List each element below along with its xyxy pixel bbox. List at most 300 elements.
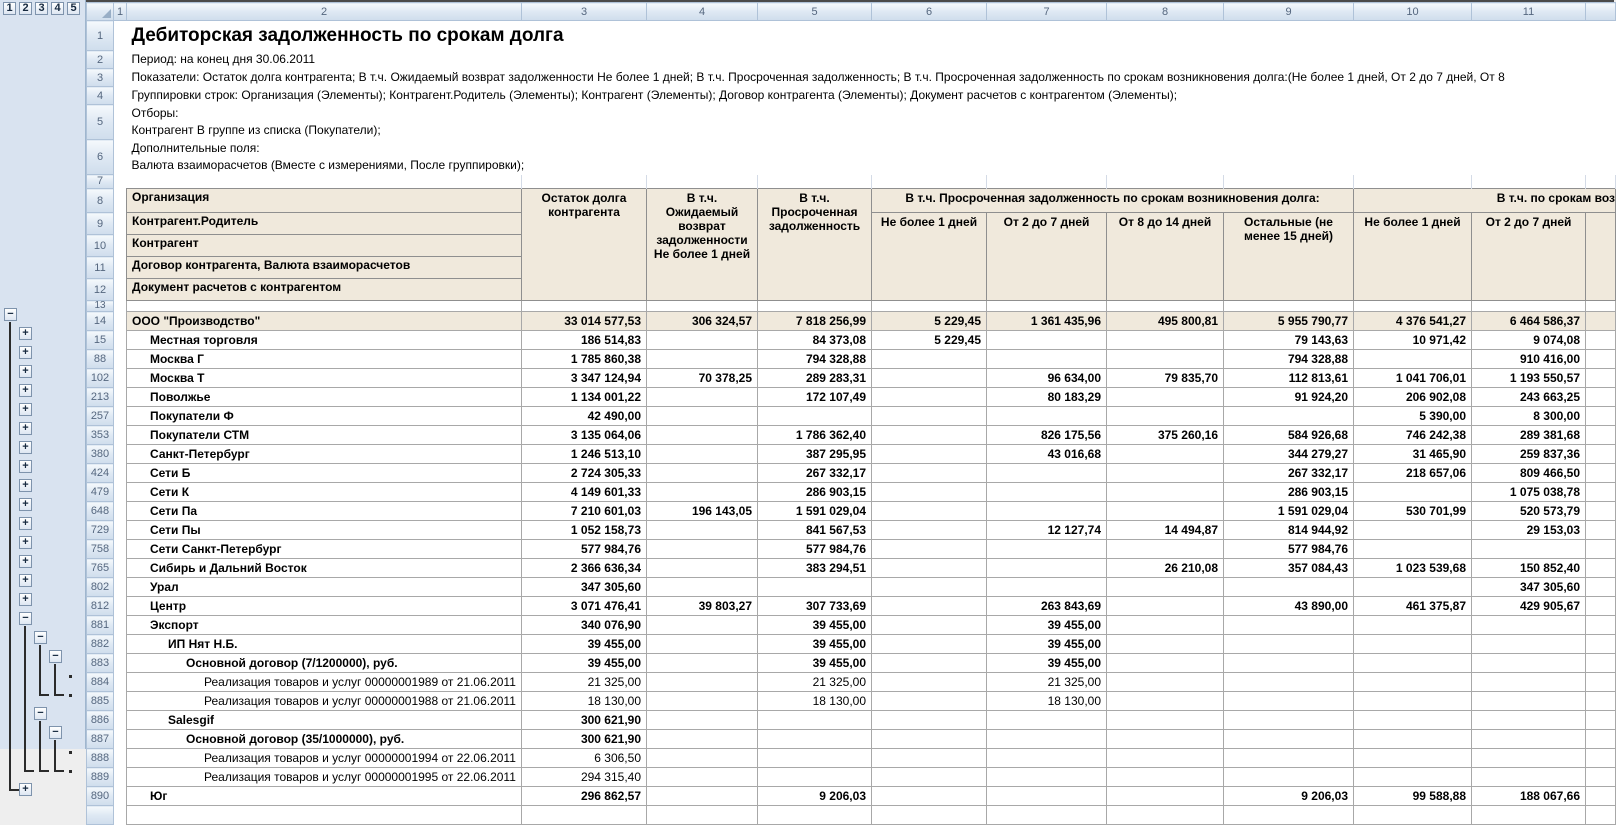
value-cell[interactable] <box>1472 692 1586 711</box>
value-cell[interactable] <box>1472 654 1586 673</box>
value-cell[interactable] <box>1586 369 1616 388</box>
value-cell[interactable] <box>1586 616 1616 635</box>
value-cell[interactable]: 746 242,38 <box>1354 426 1472 445</box>
value-cell[interactable]: 21 325,00 <box>522 673 647 692</box>
outline-level-button[interactable]: 3 <box>35 2 48 15</box>
value-cell[interactable] <box>1586 331 1616 350</box>
value-cell[interactable] <box>1586 673 1616 692</box>
empty-cell[interactable] <box>522 301 647 312</box>
value-cell[interactable] <box>1472 616 1586 635</box>
value-cell[interactable]: 79 835,70 <box>1107 369 1224 388</box>
value-cell[interactable]: 826 175,56 <box>987 426 1107 445</box>
value-cell[interactable]: 294 315,40 <box>522 768 647 787</box>
outline-expand-button[interactable]: + <box>19 498 32 511</box>
value-cell[interactable] <box>647 635 758 654</box>
column-header[interactable]: 11 <box>1472 3 1586 21</box>
value-cell[interactable]: 3 135 064,06 <box>522 426 647 445</box>
column-header[interactable]: 2 <box>127 3 522 21</box>
value-cell[interactable] <box>987 464 1107 483</box>
value-cell[interactable] <box>647 654 758 673</box>
value-cell[interactable]: 495 800,81 <box>1107 312 1224 331</box>
value-cell[interactable] <box>872 692 987 711</box>
value-cell[interactable] <box>758 407 872 426</box>
empty-cell[interactable] <box>1224 301 1354 312</box>
row-header[interactable]: 6 <box>87 140 114 175</box>
value-cell[interactable]: 18 130,00 <box>987 692 1107 711</box>
value-cell[interactable] <box>987 787 1107 806</box>
value-cell[interactable]: 300 621,90 <box>522 730 647 749</box>
value-cell[interactable]: 29 153,03 <box>1472 521 1586 540</box>
value-cell[interactable] <box>647 787 758 806</box>
header-grouping-cell[interactable]: Документ расчетов с контрагентом <box>127 279 522 301</box>
outline-collapse-button[interactable]: − <box>49 726 62 739</box>
header-age-bucket[interactable]: От 2 до 7 дней <box>987 213 1107 301</box>
value-cell[interactable] <box>1472 806 1586 825</box>
row-label-cell[interactable]: Сети К <box>127 483 522 502</box>
value-cell[interactable] <box>987 407 1107 426</box>
value-cell[interactable]: 79 143,63 <box>1224 331 1354 350</box>
row-header[interactable]: 15 <box>87 331 114 350</box>
value-cell[interactable] <box>1354 483 1472 502</box>
value-cell[interactable]: 461 375,87 <box>1354 597 1472 616</box>
value-cell[interactable]: 14 494,87 <box>1107 521 1224 540</box>
value-cell[interactable]: 1 193 550,57 <box>1472 369 1586 388</box>
row-label-cell[interactable]: Реализация товаров и услуг 00000001994 от 22.06.2011 <box>127 749 522 768</box>
value-cell[interactable] <box>872 369 987 388</box>
row-label-cell[interactable] <box>127 806 522 825</box>
value-cell[interactable] <box>1107 616 1224 635</box>
value-cell[interactable] <box>1472 749 1586 768</box>
value-cell[interactable] <box>872 635 987 654</box>
value-cell[interactable]: 39 455,00 <box>987 635 1107 654</box>
value-cell[interactable]: 307 733,69 <box>758 597 872 616</box>
value-cell[interactable] <box>1107 502 1224 521</box>
row-header[interactable]: 5 <box>87 105 114 140</box>
value-cell[interactable]: 910 416,00 <box>1472 350 1586 369</box>
value-cell[interactable] <box>1224 673 1354 692</box>
value-cell[interactable] <box>758 711 872 730</box>
value-cell[interactable] <box>1586 787 1616 806</box>
empty-cell[interactable] <box>1354 175 1472 189</box>
value-cell[interactable]: 577 984,76 <box>522 540 647 559</box>
value-cell[interactable]: 1 591 029,04 <box>758 502 872 521</box>
value-cell[interactable] <box>1586 597 1616 616</box>
value-cell[interactable] <box>758 578 872 597</box>
header-by-age-group[interactable]: В т.ч. по срокам воз <box>1354 189 1616 213</box>
value-cell[interactable]: 289 283,31 <box>758 369 872 388</box>
value-cell[interactable] <box>647 331 758 350</box>
row-label-cell[interactable]: Покупатели Ф <box>127 407 522 426</box>
value-cell[interactable]: 172 107,49 <box>758 388 872 407</box>
value-cell[interactable]: 4 149 601,33 <box>522 483 647 502</box>
header-balance[interactable]: Остаток долга контрагента <box>522 189 647 301</box>
value-cell[interactable] <box>872 426 987 445</box>
outline-expand-button[interactable]: + <box>19 422 32 435</box>
value-cell[interactable] <box>1586 464 1616 483</box>
value-cell[interactable] <box>1107 768 1224 787</box>
value-cell[interactable]: 5 229,45 <box>872 331 987 350</box>
outline-expand-button[interactable]: + <box>19 460 32 473</box>
value-cell[interactable] <box>1586 312 1616 331</box>
value-cell[interactable]: 206 902,08 <box>1354 388 1472 407</box>
value-cell[interactable] <box>647 521 758 540</box>
value-cell[interactable] <box>1354 692 1472 711</box>
value-cell[interactable]: 267 332,17 <box>1224 464 1354 483</box>
header-grouping-cell[interactable]: Контрагент <box>127 235 522 257</box>
value-cell[interactable] <box>1107 445 1224 464</box>
value-cell[interactable]: 1 052 158,73 <box>522 521 647 540</box>
row-header[interactable]: 3 <box>87 69 114 87</box>
row-label-cell[interactable]: Москва Т <box>127 369 522 388</box>
value-cell[interactable]: 91 924,20 <box>1224 388 1354 407</box>
value-cell[interactable]: 39 803,27 <box>647 597 758 616</box>
value-cell[interactable] <box>1224 616 1354 635</box>
value-cell[interactable] <box>1472 540 1586 559</box>
value-cell[interactable] <box>647 426 758 445</box>
value-cell[interactable] <box>1107 635 1224 654</box>
value-cell[interactable] <box>1586 540 1616 559</box>
value-cell[interactable]: 286 903,15 <box>758 483 872 502</box>
row-header[interactable]: 885 <box>87 692 114 711</box>
value-cell[interactable]: 1 361 435,96 <box>987 312 1107 331</box>
value-cell[interactable] <box>872 616 987 635</box>
value-cell[interactable] <box>1107 540 1224 559</box>
value-cell[interactable]: 259 837,36 <box>1472 445 1586 464</box>
column-header[interactable]: 10 <box>1354 3 1472 21</box>
value-cell[interactable]: 841 567,53 <box>758 521 872 540</box>
value-cell[interactable]: 809 466,50 <box>1472 464 1586 483</box>
value-cell[interactable]: 21 325,00 <box>758 673 872 692</box>
empty-cell[interactable] <box>1224 175 1354 189</box>
value-cell[interactable] <box>1107 787 1224 806</box>
value-cell[interactable] <box>872 806 987 825</box>
value-cell[interactable] <box>647 806 758 825</box>
row-label-cell[interactable]: Сети Б <box>127 464 522 483</box>
value-cell[interactable] <box>1107 654 1224 673</box>
value-cell[interactable]: 39 455,00 <box>987 616 1107 635</box>
value-cell[interactable] <box>1107 711 1224 730</box>
value-cell[interactable]: 218 657,06 <box>1354 464 1472 483</box>
row-label-cell[interactable]: Основной договор (7/1200000), руб. <box>127 654 522 673</box>
empty-cell[interactable] <box>522 175 647 189</box>
empty-cell[interactable] <box>1472 175 1586 189</box>
row-header[interactable]: 479 <box>87 483 114 502</box>
value-cell[interactable] <box>872 521 987 540</box>
value-cell[interactable]: 1 075 038,78 <box>1472 483 1586 502</box>
header-grouping-cell[interactable]: Контрагент.Родитель <box>127 213 522 235</box>
value-cell[interactable]: 300 621,90 <box>522 711 647 730</box>
value-cell[interactable]: 18 130,00 <box>522 692 647 711</box>
outline-expand-button[interactable]: + <box>19 441 32 454</box>
row-label-cell[interactable]: Юг <box>127 787 522 806</box>
row-header[interactable]: 890 <box>87 787 114 806</box>
value-cell[interactable] <box>987 806 1107 825</box>
value-cell[interactable] <box>1354 635 1472 654</box>
value-cell[interactable]: 3 347 124,94 <box>522 369 647 388</box>
value-cell[interactable] <box>647 730 758 749</box>
empty-cell[interactable] <box>987 175 1107 189</box>
value-cell[interactable]: 80 183,29 <box>987 388 1107 407</box>
row-label-cell[interactable]: Урал <box>127 578 522 597</box>
outline-level-button[interactable]: 2 <box>19 2 32 15</box>
outline-expand-button[interactable]: + <box>19 403 32 416</box>
header-overdue-by-age-group[interactable]: В т.ч. Просроченная задолженность по срокам возникновения долга: <box>872 189 1354 213</box>
value-cell[interactable]: 1 591 029,04 <box>1224 502 1354 521</box>
row-label-cell[interactable]: Санкт-Петербург <box>127 445 522 464</box>
value-cell[interactable] <box>1586 692 1616 711</box>
value-cell[interactable]: 584 926,68 <box>1224 426 1354 445</box>
value-cell[interactable]: 5 390,00 <box>1354 407 1472 426</box>
value-cell[interactable] <box>987 483 1107 502</box>
value-cell[interactable]: 306 324,57 <box>647 312 758 331</box>
value-cell[interactable]: 39 455,00 <box>758 616 872 635</box>
value-cell[interactable]: 5 229,45 <box>872 312 987 331</box>
value-cell[interactable] <box>1586 445 1616 464</box>
value-cell[interactable] <box>1586 578 1616 597</box>
report-extra-fields-cell[interactable] <box>127 140 1616 175</box>
value-cell[interactable]: 39 455,00 <box>987 654 1107 673</box>
row-header[interactable]: 889 <box>87 768 114 787</box>
value-cell[interactable] <box>872 711 987 730</box>
row-label-cell[interactable]: Экспорт <box>127 616 522 635</box>
row-header[interactable]: 887 <box>87 730 114 749</box>
value-cell[interactable] <box>872 407 987 426</box>
row-header[interactable]: 2 <box>87 51 114 69</box>
value-cell[interactable]: 31 465,90 <box>1354 445 1472 464</box>
value-cell[interactable]: 186 514,83 <box>522 331 647 350</box>
row-label-cell[interactable]: Salesgif <box>127 711 522 730</box>
value-cell[interactable]: 340 076,90 <box>522 616 647 635</box>
empty-cell[interactable] <box>1107 175 1224 189</box>
value-cell[interactable]: 70 378,25 <box>647 369 758 388</box>
value-cell[interactable] <box>872 749 987 768</box>
value-cell[interactable] <box>872 578 987 597</box>
header-age-bucket[interactable]: От 2 до 7 дней <box>1472 213 1586 301</box>
value-cell[interactable] <box>1586 768 1616 787</box>
value-cell[interactable]: 7 210 601,03 <box>522 502 647 521</box>
row-header[interactable]: 213 <box>87 388 114 407</box>
row-header[interactable]: 881 <box>87 616 114 635</box>
report-indicators-cell[interactable] <box>127 69 1616 87</box>
value-cell[interactable] <box>1224 730 1354 749</box>
value-cell[interactable]: 43 890,00 <box>1224 597 1354 616</box>
value-cell[interactable] <box>1472 711 1586 730</box>
row-header[interactable]: 257 <box>87 407 114 426</box>
value-cell[interactable] <box>1224 806 1354 825</box>
outline-level-button[interactable]: 4 <box>51 2 64 15</box>
value-cell[interactable] <box>1586 635 1616 654</box>
empty-cell[interactable] <box>1586 301 1616 312</box>
value-cell[interactable] <box>872 768 987 787</box>
value-cell[interactable] <box>1107 749 1224 768</box>
value-cell[interactable] <box>1586 426 1616 445</box>
column-header[interactable]: 3 <box>522 3 647 21</box>
report-filters-cell[interactable] <box>127 105 1616 140</box>
row-label-cell[interactable]: ИП Нят Н.Б. <box>127 635 522 654</box>
value-cell[interactable]: 1 023 539,68 <box>1354 559 1472 578</box>
value-cell[interactable] <box>647 540 758 559</box>
value-cell[interactable] <box>872 388 987 407</box>
column-header[interactable]: 9 <box>1224 3 1354 21</box>
value-cell[interactable]: 289 381,68 <box>1472 426 1586 445</box>
value-cell[interactable]: 42 490,00 <box>522 407 647 426</box>
value-cell[interactable] <box>1107 597 1224 616</box>
row-label-cell[interactable]: Реализация товаров и услуг 00000001988 от 21.06.2011 <box>127 692 522 711</box>
empty-cell[interactable] <box>127 175 522 189</box>
value-cell[interactable] <box>872 540 987 559</box>
row-header[interactable]: 380 <box>87 445 114 464</box>
report-groupings-cell[interactable] <box>127 87 1616 105</box>
empty-cell[interactable] <box>1472 301 1586 312</box>
outline-expand-button[interactable]: + <box>19 783 32 796</box>
value-cell[interactable] <box>1107 464 1224 483</box>
value-cell[interactable] <box>1586 483 1616 502</box>
value-cell[interactable] <box>872 597 987 616</box>
value-cell[interactable] <box>758 730 872 749</box>
value-cell[interactable] <box>987 540 1107 559</box>
value-cell[interactable]: 26 210,08 <box>1107 559 1224 578</box>
value-cell[interactable] <box>647 388 758 407</box>
value-cell[interactable] <box>872 464 987 483</box>
value-cell[interactable]: 577 984,76 <box>1224 540 1354 559</box>
row-label-cell[interactable]: Сети Пы <box>127 521 522 540</box>
value-cell[interactable] <box>987 350 1107 369</box>
value-cell[interactable] <box>1472 730 1586 749</box>
outline-level-button[interactable]: 1 <box>3 2 16 15</box>
value-cell[interactable] <box>987 502 1107 521</box>
header-age-bucket[interactable] <box>1586 213 1616 301</box>
value-cell[interactable] <box>987 559 1107 578</box>
header-overdue[interactable]: В т.ч. Просроченная задолженность <box>758 189 872 301</box>
value-cell[interactable] <box>647 768 758 787</box>
value-cell[interactable] <box>1107 407 1224 426</box>
outline-collapse-button[interactable]: − <box>19 612 32 625</box>
row-label-cell[interactable]: Сети Па <box>127 502 522 521</box>
value-cell[interactable]: 9 206,03 <box>1224 787 1354 806</box>
value-cell[interactable] <box>1472 635 1586 654</box>
value-cell[interactable]: 577 984,76 <box>758 540 872 559</box>
value-cell[interactable] <box>1586 388 1616 407</box>
value-cell[interactable]: 39 455,00 <box>522 654 647 673</box>
value-cell[interactable] <box>987 749 1107 768</box>
value-cell[interactable]: 18 130,00 <box>758 692 872 711</box>
row-header[interactable]: 12 <box>87 279 114 301</box>
row-header[interactable]: 102 <box>87 369 114 388</box>
value-cell[interactable] <box>1107 331 1224 350</box>
row-label-cell[interactable]: Сибирь и Дальний Восток <box>127 559 522 578</box>
row-header[interactable] <box>87 806 114 825</box>
value-cell[interactable] <box>1354 521 1472 540</box>
row-header[interactable]: 353 <box>87 426 114 445</box>
value-cell[interactable] <box>1354 540 1472 559</box>
header-grouping-cell[interactable]: Договор контрагента, Валюта взаиморасчетов <box>127 257 522 279</box>
row-header[interactable]: 9 <box>87 213 114 235</box>
outline-collapse-button[interactable]: − <box>4 308 17 321</box>
outline-expand-button[interactable]: + <box>19 346 32 359</box>
value-cell[interactable] <box>872 559 987 578</box>
value-cell[interactable] <box>1586 654 1616 673</box>
value-cell[interactable] <box>1107 692 1224 711</box>
outline-collapse-button[interactable]: − <box>49 650 62 663</box>
row-header[interactable]: 765 <box>87 559 114 578</box>
outline-expand-button[interactable]: + <box>19 536 32 549</box>
value-cell[interactable]: 263 843,69 <box>987 597 1107 616</box>
value-cell[interactable] <box>987 768 1107 787</box>
outline-expand-button[interactable]: + <box>19 555 32 568</box>
value-cell[interactable]: 196 143,05 <box>647 502 758 521</box>
value-cell[interactable] <box>1224 635 1354 654</box>
value-cell[interactable]: 1 786 362,40 <box>758 426 872 445</box>
outline-expand-button[interactable]: + <box>19 574 32 587</box>
value-cell[interactable]: 5 955 790,77 <box>1224 312 1354 331</box>
empty-cell[interactable] <box>1586 175 1616 189</box>
value-cell[interactable]: 286 903,15 <box>1224 483 1354 502</box>
outline-expand-button[interactable]: + <box>19 365 32 378</box>
row-label-cell[interactable]: Реализация товаров и услуг 00000001989 от 21.06.2011 <box>127 673 522 692</box>
value-cell[interactable] <box>522 806 647 825</box>
outline-collapse-button[interactable]: − <box>34 707 47 720</box>
row-label-cell[interactable]: Покупатели СТМ <box>127 426 522 445</box>
value-cell[interactable]: 39 455,00 <box>758 635 872 654</box>
value-cell[interactable] <box>758 768 872 787</box>
value-cell[interactable] <box>872 673 987 692</box>
value-cell[interactable]: 6 464 586,37 <box>1472 312 1586 331</box>
value-cell[interactable] <box>1224 654 1354 673</box>
value-cell[interactable]: 520 573,79 <box>1472 502 1586 521</box>
value-cell[interactable] <box>758 806 872 825</box>
outline-expand-button[interactable]: + <box>19 384 32 397</box>
value-cell[interactable] <box>1107 350 1224 369</box>
value-cell[interactable] <box>1354 749 1472 768</box>
value-cell[interactable] <box>987 730 1107 749</box>
value-cell[interactable]: 1 246 513,10 <box>522 445 647 464</box>
empty-cell[interactable] <box>872 301 987 312</box>
value-cell[interactable] <box>1586 521 1616 540</box>
value-cell[interactable] <box>758 749 872 768</box>
value-cell[interactable] <box>1224 749 1354 768</box>
value-cell[interactable]: 1 785 860,38 <box>522 350 647 369</box>
value-cell[interactable] <box>1586 749 1616 768</box>
header-expected-return[interactable]: В т.ч. Ожидаемый возврат задолженности Не более 1 дней <box>647 189 758 301</box>
value-cell[interactable] <box>647 578 758 597</box>
value-cell[interactable] <box>872 502 987 521</box>
value-cell[interactable]: 794 328,88 <box>1224 350 1354 369</box>
value-cell[interactable] <box>1224 768 1354 787</box>
value-cell[interactable] <box>647 559 758 578</box>
value-cell[interactable] <box>1586 806 1616 825</box>
value-cell[interactable] <box>872 483 987 502</box>
row-header[interactable]: 13 <box>87 301 114 312</box>
value-cell[interactable] <box>872 445 987 464</box>
row-header[interactable]: 14 <box>87 312 114 331</box>
column-header[interactable]: 5 <box>758 3 872 21</box>
value-cell[interactable] <box>1224 578 1354 597</box>
value-cell[interactable] <box>1354 616 1472 635</box>
value-cell[interactable] <box>1354 654 1472 673</box>
value-cell[interactable]: 96 634,00 <box>987 369 1107 388</box>
value-cell[interactable] <box>987 331 1107 350</box>
value-cell[interactable]: 112 813,61 <box>1224 369 1354 388</box>
value-cell[interactable] <box>987 578 1107 597</box>
value-cell[interactable] <box>1472 768 1586 787</box>
value-cell[interactable]: 383 294,51 <box>758 559 872 578</box>
value-cell[interactable]: 10 971,42 <box>1354 331 1472 350</box>
value-cell[interactable] <box>647 673 758 692</box>
value-cell[interactable]: 2 724 305,33 <box>522 464 647 483</box>
report-period-cell[interactable] <box>127 51 1616 69</box>
value-cell[interactable] <box>1354 730 1472 749</box>
value-cell[interactable]: 344 279,27 <box>1224 445 1354 464</box>
